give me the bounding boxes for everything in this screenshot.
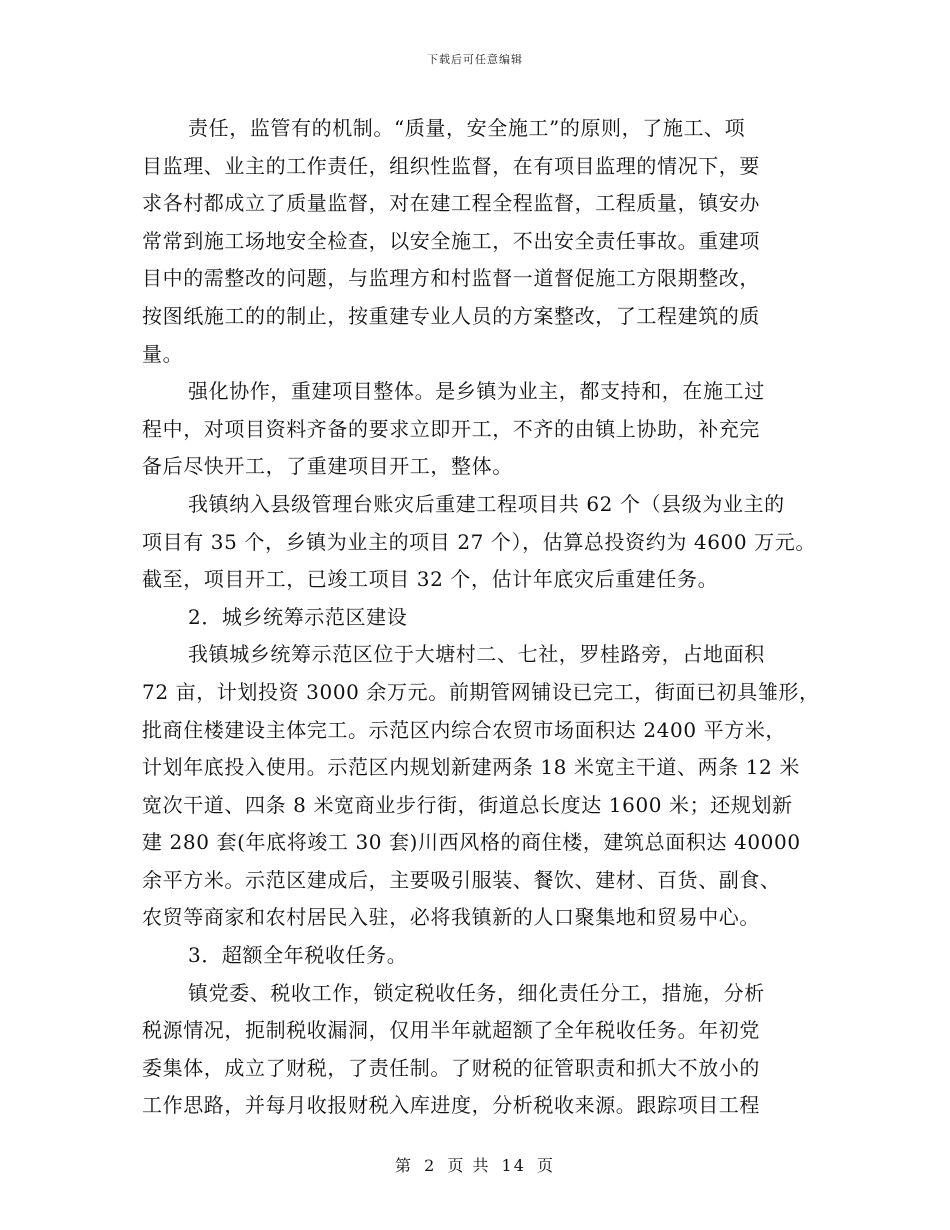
text-line: 项目有 35 个，乡镇为业主的项目 27 个），估算总投资约为 4600 万元。: [142, 529, 816, 554]
text-line: 求各村都成立了质量监督，对在建工程全程监督，工程质量，镇安办: [142, 191, 760, 216]
page-footer: [0, 1156, 950, 1176]
text-line: 截至，项目开工，已竣工项目 32 个，估计年底灾后重建任务。: [142, 567, 719, 592]
text-line: 批商住楼建设主体完工。示范区内综合农贸市场面积达 2400 平方米，: [142, 717, 787, 742]
footer-middle: 页 共: [447, 1156, 491, 1175]
text-line: 税源情况，扼制税收漏洞，仅用半年就超额了全年税收任务。年初党: [142, 1018, 760, 1043]
footer-page-number: 2: [424, 1156, 437, 1175]
text-line: 农贸等商家和农村居民入驻，必将我镇新的人口聚集地和贸易中心。: [142, 905, 760, 930]
page-header: [0, 53, 950, 67]
header-text: 下载后可任意编辑: [427, 53, 523, 66]
text-line: 量。: [142, 341, 184, 366]
document-body: [142, 110, 820, 1125]
footer-total-pages: 14: [501, 1156, 526, 1175]
text-line: 工作思路，并每月收报财税入库进度，分析税收来源。跟踪项目工程: [142, 1093, 760, 1118]
text-line: 我镇城乡统筹示范区位于大塘村二、七社，罗桂路旁，占地面积: [188, 642, 765, 667]
text-line: 备后尽快开工，了重建项目开工，整体。: [142, 454, 513, 479]
text-line: 计划年底投入使用。示范区内规划新建两条 18 米宽主干道、两条 12 米: [142, 755, 800, 780]
text-line: 72 亩，计划投资 3000 余万元。前期管网铺设已完工，街面已初具雏形，: [142, 679, 820, 704]
text-line: 目监理、业主的工作责任，组织性监督，在有项目监理的情况下，要: [142, 153, 760, 178]
text-line: 程中，对项目资料齐备的要求立即开工，不齐的由镇上协助，补充完: [142, 416, 760, 441]
text-line: 宽次干道、四条 8 米宽商业步行街，街道总长度达 1600 米；还规划新: [142, 792, 793, 817]
text-line: 常常到施工场地安全检查，以安全施工，不出安全责任事故。重建项: [142, 228, 760, 253]
section-heading: 2．城乡统筹示范区建设: [188, 604, 408, 629]
footer-suffix: 页: [537, 1156, 556, 1175]
text-line: 镇党委、税收工作，锁定税收任务，细化责任分工，措施，分析: [188, 980, 765, 1005]
text-line: 余平方米。示范区建成后，主要吸引服装、餐饮、建材、百货、副食、: [142, 867, 781, 892]
text-line: 委集体，成立了财税，了责任制。了财税的征管职责和抓大不放小的: [142, 1055, 760, 1080]
text-line: 建 280 套(年底将竣工 30 套)川西风格的商住楼，建筑总面积达 40000: [142, 830, 801, 855]
text-line: 按图纸施工的的制止，按重建专业人员的方案整改，了工程建筑的质: [142, 303, 760, 328]
text-line: 我镇纳入县级管理台账灾后重建工程项目共 62 个（县级为业主的: [188, 491, 785, 516]
text-line: 强化协作，重建项目整体。是乡镇为业主，都支持和，在施工过: [188, 379, 765, 404]
text-line: 目中的需整改的问题，与监理方和村监督一道督促施工方限期整改，: [142, 266, 760, 291]
section-heading: 3．超额全年税收任务。: [188, 943, 408, 968]
text-line: 责任，监管有的机制。“质量，安全施工”的原则，了施工、项: [188, 116, 746, 140]
footer-prefix: 第: [394, 1156, 413, 1175]
